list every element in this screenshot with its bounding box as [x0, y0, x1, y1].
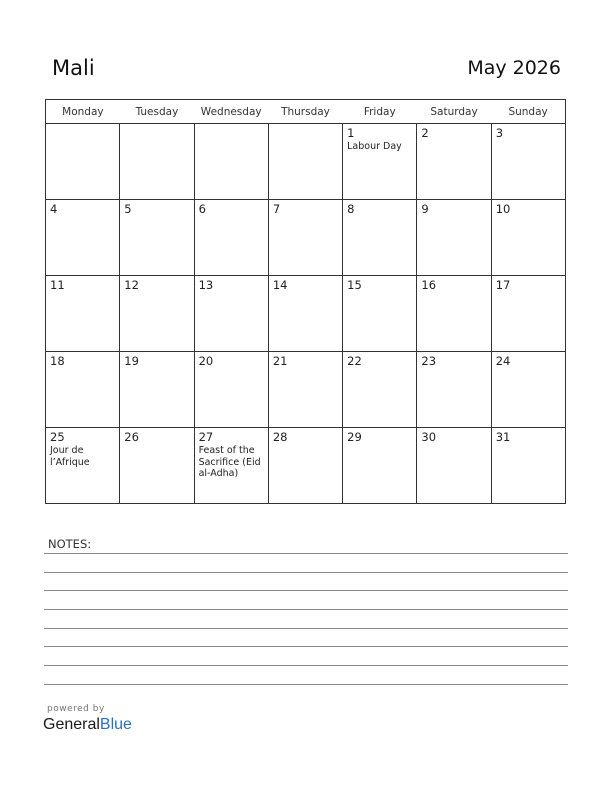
notes-label: NOTES:: [48, 537, 92, 551]
week-row: [46, 200, 566, 276]
day-number: 1: [347, 126, 355, 140]
day-cell: [194, 352, 268, 428]
day-number: 29: [347, 430, 362, 444]
country-title: Mali: [52, 56, 95, 80]
day-cell: [194, 124, 268, 200]
day-number: 30: [421, 430, 437, 444]
day-cell: [417, 276, 491, 352]
day-cell: [194, 276, 268, 352]
weekday-header: Wednesday: [194, 100, 268, 124]
weekday-header: Thursday: [268, 100, 342, 124]
day-number: 31: [495, 430, 511, 444]
day-number: 16: [421, 278, 437, 292]
day-cell: [343, 276, 417, 352]
day-cell: [268, 124, 342, 200]
day-cell: [120, 200, 194, 276]
weekday-header: Monday: [46, 100, 120, 124]
holiday-label: Feast of the Sacrifice (Eid al-Adha): [198, 445, 261, 479]
day-cell: [194, 428, 268, 504]
day-number: 22: [347, 354, 362, 368]
day-cell: [120, 124, 194, 200]
day-number: 13: [198, 278, 214, 292]
day-number: 17: [495, 278, 511, 292]
day-number: 12: [124, 278, 139, 292]
day-number: 14: [272, 278, 288, 292]
day-cell: [417, 124, 491, 200]
holiday-label: Labour Day: [347, 141, 402, 152]
day-cell: [46, 352, 120, 428]
day-number: 5: [124, 202, 132, 216]
day-cell: [268, 200, 342, 276]
day-number: 18: [50, 354, 65, 368]
day-cell: [46, 200, 120, 276]
day-cell: [268, 428, 342, 504]
week-row: [46, 124, 566, 200]
day-number: 24: [495, 354, 511, 368]
note-line: [44, 609, 568, 610]
month-year-title: May 2026: [467, 57, 561, 79]
weekday-header-row: [46, 100, 566, 124]
day-number: 7: [272, 202, 281, 216]
brand-general: General: [43, 716, 100, 733]
day-number: 2: [421, 126, 429, 140]
day-number: 21: [272, 354, 288, 368]
day-cell: [120, 352, 194, 428]
day-cell: [417, 428, 491, 504]
day-cell: [268, 352, 342, 428]
day-cell: [491, 124, 565, 200]
day-cell: [268, 276, 342, 352]
note-line: [44, 665, 568, 666]
note-line: [44, 590, 568, 591]
day-cell: [343, 428, 417, 504]
note-line: [44, 646, 568, 647]
day-number: 6: [198, 202, 206, 216]
day-number: 8: [347, 202, 355, 216]
day-number: 20: [198, 354, 214, 368]
day-cell: [417, 200, 491, 276]
holiday-label: Jour de l’Afrique: [50, 445, 90, 468]
day-number: 28: [272, 430, 288, 444]
day-number: 10: [495, 202, 511, 216]
week-row: [46, 276, 566, 352]
day-number: 27: [198, 430, 214, 444]
day-cell: [343, 352, 417, 428]
brand-logo: [43, 716, 132, 734]
brand-blue: Blue: [99, 716, 132, 733]
weekday-header: Friday: [343, 100, 417, 124]
day-number: 25: [50, 430, 65, 444]
day-cell: [46, 124, 120, 200]
note-line: [44, 684, 568, 685]
note-line: [44, 553, 568, 554]
weekday-header: Sunday: [491, 100, 565, 124]
powered-by-text: powered by: [47, 704, 105, 714]
weekday-header: Saturday: [417, 100, 491, 124]
weekday-header: Tuesday: [120, 100, 194, 124]
day-cell: [491, 276, 565, 352]
day-cell: [46, 428, 120, 504]
day-cell: [491, 200, 565, 276]
week-row: [46, 352, 566, 428]
day-number: 4: [50, 202, 58, 216]
day-number: 3: [495, 126, 504, 140]
day-cell: [343, 200, 417, 276]
calendar-grid: [45, 99, 566, 504]
day-number: 15: [347, 278, 362, 292]
day-cell: [343, 124, 417, 200]
day-cell: [491, 352, 565, 428]
day-number: 26: [124, 430, 139, 444]
day-number: 19: [124, 354, 139, 368]
week-row: [46, 428, 566, 504]
day-cell: [417, 352, 491, 428]
day-number: 9: [421, 202, 429, 216]
note-line: [44, 628, 568, 629]
day-cell: [46, 276, 120, 352]
day-number: 11: [50, 278, 65, 292]
note-line: [44, 572, 568, 573]
day-cell: [491, 428, 565, 504]
day-cell: [120, 428, 194, 504]
day-cell: [194, 200, 268, 276]
day-cell: [120, 276, 194, 352]
day-number: 23: [421, 354, 437, 368]
